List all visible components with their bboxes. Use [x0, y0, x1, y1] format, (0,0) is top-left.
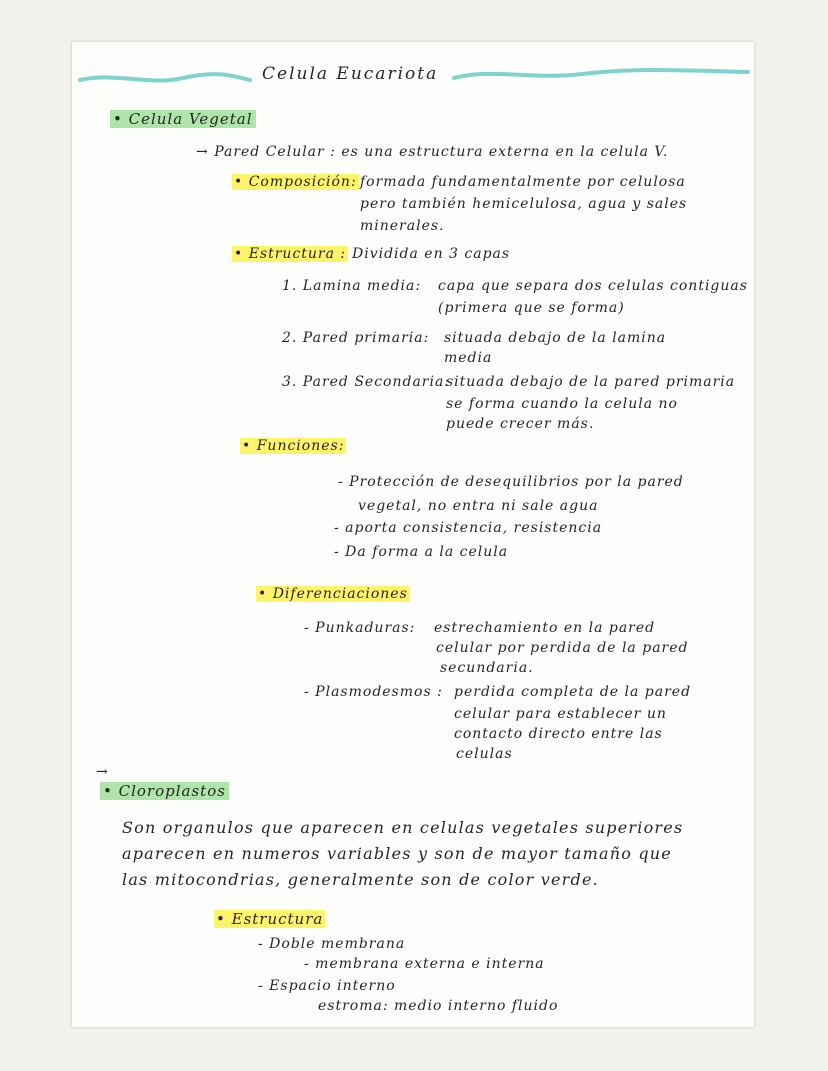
plasmodesmos-line-4: celulas: [456, 746, 513, 762]
funciones-line-3: - aporta consistencia, resistencia: [334, 520, 603, 536]
plasmodesmos-label: - Plasmodesmos :: [304, 684, 443, 700]
pared-primaria-line-1: situada debajo de la lamina: [444, 330, 667, 346]
cloroplastos-estructura-line-2: - membrana externa e interna: [304, 956, 545, 972]
pared-primaria-line-2: media: [444, 350, 493, 366]
header-wave-right: [452, 64, 752, 86]
cloroplastos-paragraph-line-2: aparecen en numeros variables y son de mayor tamaño que: [122, 844, 672, 863]
punkaduras-line-1: estrechamiento en la pared: [434, 620, 656, 636]
composicion-line-1: formada fundamentalmente por celulosa: [360, 174, 686, 190]
diferenciaciones-label: • Diferenciaciones: [258, 586, 408, 602]
lamina-media-line-2: (primera que se forma): [438, 300, 625, 316]
punkaduras-label: - Punkaduras:: [304, 620, 416, 636]
cloroplastos-estructura-wrap: [214, 910, 325, 928]
cloroplastos-arrow-icon: →: [96, 764, 108, 780]
cloroplastos-estructura-line-1: - Doble membrana: [258, 936, 406, 952]
funciones-line-1: - Protección de desequilibrios por la pared: [338, 474, 684, 490]
funciones-label: • Funciones:: [242, 438, 345, 454]
header-wave-right-stroke: [454, 70, 748, 78]
cloroplastos-paragraph-line-1: Son organulos que aparecen en celulas vegetales superiores: [122, 818, 684, 837]
estructura-text: Dividida en 3 capas: [352, 246, 511, 262]
estructura-label: • Estructura :: [234, 246, 347, 262]
cloroplastos-paragraph-line-3: las mitocondrias, generalmente son de color verde.: [122, 870, 599, 889]
plasmodesmos-line-3: contacto directo entre las: [454, 726, 663, 742]
composicion-label-wrap: [232, 174, 359, 190]
funciones-line-2: vegetal, no entra ni sale agua: [358, 498, 599, 514]
cloroplastos-heading: • Cloroplastos: [100, 782, 229, 800]
cloroplastos-estructura-line-3: - Espacio interno: [258, 978, 396, 994]
composicion-line-2: pero también hemicelulosa, agua y sales: [360, 196, 688, 212]
header-wave-left: [78, 68, 253, 88]
punkaduras-line-3: secundaria.: [440, 660, 534, 676]
plasmodesmos-line-2: celular para establecer un: [454, 706, 667, 722]
pared-celular-line: [196, 144, 669, 160]
cloroplastos-estructura-label: • Estructura: [216, 910, 324, 928]
punkaduras-line-2: celular por perdida de la pared: [436, 640, 689, 656]
composicion-label: • Composición:: [234, 174, 357, 190]
pared-secundaria-line-1: situada debajo de la pared primaria: [446, 374, 736, 390]
section-heading-cloroplastos-wrap: [100, 782, 229, 800]
lamina-media-label: 1. Lamina media:: [282, 278, 422, 294]
pared-celular-text: Pared Celular : es una estructura externa en la celula V.: [214, 144, 669, 160]
pared-arrow-icon: →: [196, 144, 209, 160]
pared-secundaria-label: 3. Pared Secondaria:: [282, 374, 451, 390]
cloroplastos-estructura-line-4: estroma: medio interno fluido: [318, 998, 559, 1014]
composicion-line-3: minerales.: [360, 218, 445, 234]
estructura-label-wrap: [232, 246, 348, 262]
notebook-page: [72, 42, 754, 1027]
plasmodesmos-line-1: perdida completa de la pared: [454, 684, 692, 700]
lamina-media-line-1: capa que separa dos celulas contiguas: [438, 278, 748, 294]
pared-secundaria-line-2: se forma cuando la celula no: [446, 396, 678, 412]
header-wave-left-stroke: [80, 74, 250, 81]
celula-vegetal-heading: • Celula Vegetal: [110, 110, 256, 128]
pared-secundaria-line-3: puede crecer más.: [446, 416, 595, 432]
funciones-line-4: - Da forma a la celula: [334, 544, 509, 560]
section-heading-celula-vegetal: [110, 110, 256, 128]
diferenciaciones-label-wrap: [256, 586, 410, 602]
funciones-label-wrap: [240, 438, 346, 454]
page-title: Celula Eucariota: [262, 64, 439, 84]
pared-primaria-label: 2. Pared primaria:: [282, 330, 430, 346]
